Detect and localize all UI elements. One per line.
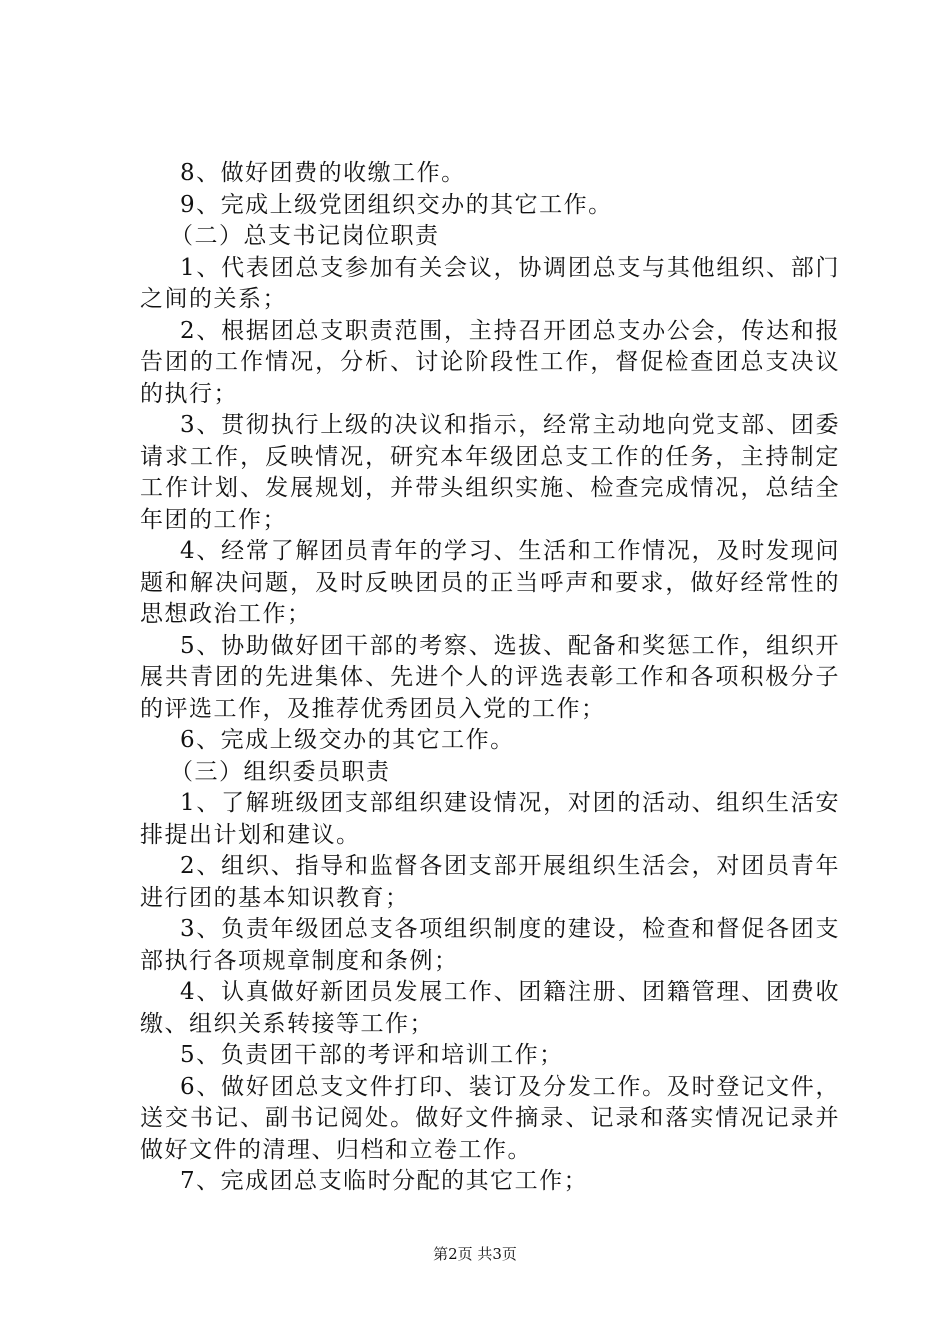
paragraph-secretary-5: 5、协助做好团干部的考察、选拔、配备和奖惩工作，组织开展共青团的先进集体、先进个人的评选表彰工作和各项积极分子的评选工作，及推荐优秀团员入党的工作； (140, 632, 840, 722)
paragraph-secretary-1: 1、代表团总支参加有关会议，协调团总支与其他组织、部门之间的关系； (140, 254, 840, 312)
document-body (140, 158, 840, 1198)
paragraph-secretary-4: 4、经常了解团员青年的学习、生活和工作情况，及时发现问题和解决问题，及时反映团员的正当呼声和要求，做好经常性的思想政治工作； (140, 538, 840, 627)
paragraph-secretary-2: 2、根据团总支职责范围，主持召开团总支办公会，传达和报告团的工作情况，分析、讨论阶段性工作，督促检查团总支决议的执行； (140, 317, 840, 407)
paragraph-organization-3: 3、负责年级团总支各项组织制度的建设，检查和督促各团支部执行各项规章制度和条例； (140, 916, 840, 974)
paragraph-organization-5: 5、负责团干部的考评和培训工作； (180, 1042, 564, 1068)
page-number-footer: 第2页 共3页 (433, 1245, 517, 1263)
paragraph-organization-4: 4、认真做好新团员发展工作、团籍注册、团籍管理、团费收缴、组织关系转接等工作； (140, 979, 840, 1037)
paragraph-organization-1: 1、了解班级团支部组织建设情况，对团的活动、组织生活安排提出计划和建议。 (140, 790, 840, 848)
paragraph-organization-7: 7、完成团总支临时分配的其它工作； (180, 1168, 589, 1194)
paragraph-item-9: 9、完成上级党团组织交办的其它工作。 (180, 191, 613, 218)
paragraph-organization-6: 6、做好团总支文件打印、装订及分发工作。及时登记文件，送交书记、副书记阅处。做好文件摘录、记录和落实情况记录并做好文件的清理、归档和立卷工作。 (140, 1073, 840, 1163)
section-heading-2: （二）总支书记岗位职责 (170, 223, 440, 249)
paragraph-item-8: 8、做好团费的收缴工作。 (180, 160, 466, 186)
section-heading-3: （三）组织委员职责 (170, 758, 391, 785)
paragraph-organization-2: 2、组织、指导和监督各团支部开展组织生活会，对团员青年进行团的基本知识教育； (140, 853, 840, 911)
paragraph-secretary-3: 3、贯彻执行上级的决议和指示，经常主动地向党支部、团委请求工作，反映情况，研究本年级团总支工作的任务，主持制定工作计划、发展规划，并带头组织实施、检查完成情况，总结全年团的工作； (140, 412, 840, 533)
paragraph-secretary-6: 6、完成上级交办的其它工作。 (180, 727, 515, 753)
